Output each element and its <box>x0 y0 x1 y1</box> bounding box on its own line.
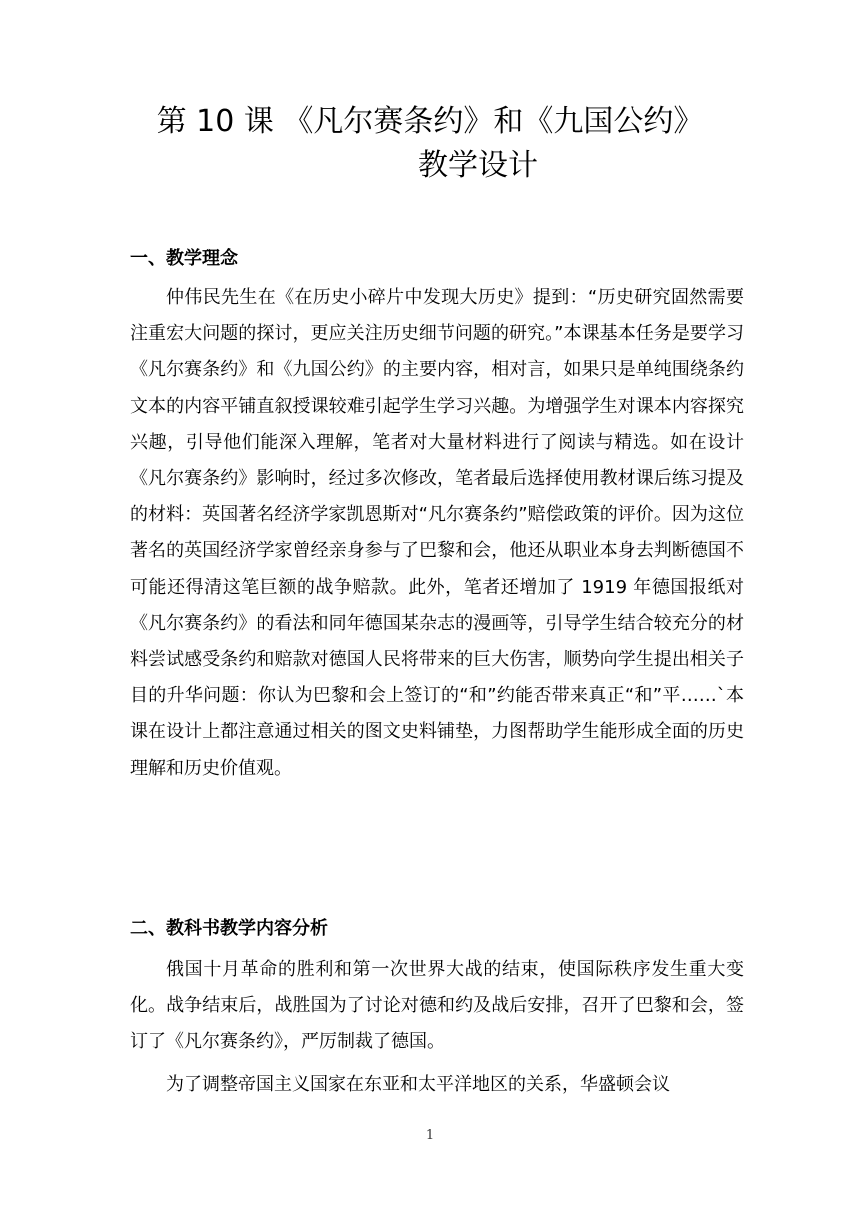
section-heading-2: 二、教科书教学内容分析 <box>130 918 328 939</box>
section-body-2 <box>130 952 744 1103</box>
page-number: 1 <box>425 1128 435 1143</box>
paragraph: 仲伟民先生在《在历史小碎片中发现大历史》提到：“历史研究固然需要注重宏大问题的探讨，更应关注历史细节问题的研究。”本课基本任务是要学习《凡尔赛条约》和《九国公约》的主要内容，相对言，如果只是单纯围绕条约文本的内容平铺直叙授课较难引起学生学习兴趣。为增强学生对课本内容探究兴趣，引导他们能深入理解，笔者对大量材料进行了阅读与精选。如在设计《凡尔赛条约》影响时，经过多次修改，笔者最后选择使用教材课后练习提及的材料：英国著名经济学家凯恩斯对“凡尔赛条约”赔偿政策的评价。因为这位著名的英国经济学家曾经亲身参与了巴黎和会，他还从职业本身去判断德国不可能还得清这笔巨额的战争赔款。此外，笔者还增加了 1919 年德国报纸对《凡尔赛条约》的看法和同年德国某杂志的漫画等，引导学生结合较充分的材料尝试感受条约和赔款对德国人民将带来的巨大伤害，顺势向学生提出相关子目的升华问题：你认为巴黎和会上签订的“和”约能否带来真正“和”平……`本课在设计上都注意通过相关的图文史料铺垫，力图帮助学生能形成全面的历史理解和历史价值观。 <box>130 287 744 779</box>
section-body-1 <box>130 280 744 787</box>
paragraph: 为了调整帝国主义国家在东亚和太平洋地区的关系，华盛顿会议 <box>166 1073 670 1095</box>
title-line-1: 第 10 课 《凡尔赛条约》和《九国公约》 <box>156 104 704 139</box>
paragraph: 俄国十月革命的胜利和第一次世界大战的结束，使国际秩序发生重大变化。战争结束后，战胜国为了讨论对德和约及战后安排，召开了巴黎和会，签订了《凡尔赛条约》，严厉制裁了德国。 <box>130 959 744 1053</box>
title-line-2: 教学设计 <box>418 148 538 183</box>
section-heading-1: 一、教学理念 <box>130 248 238 269</box>
